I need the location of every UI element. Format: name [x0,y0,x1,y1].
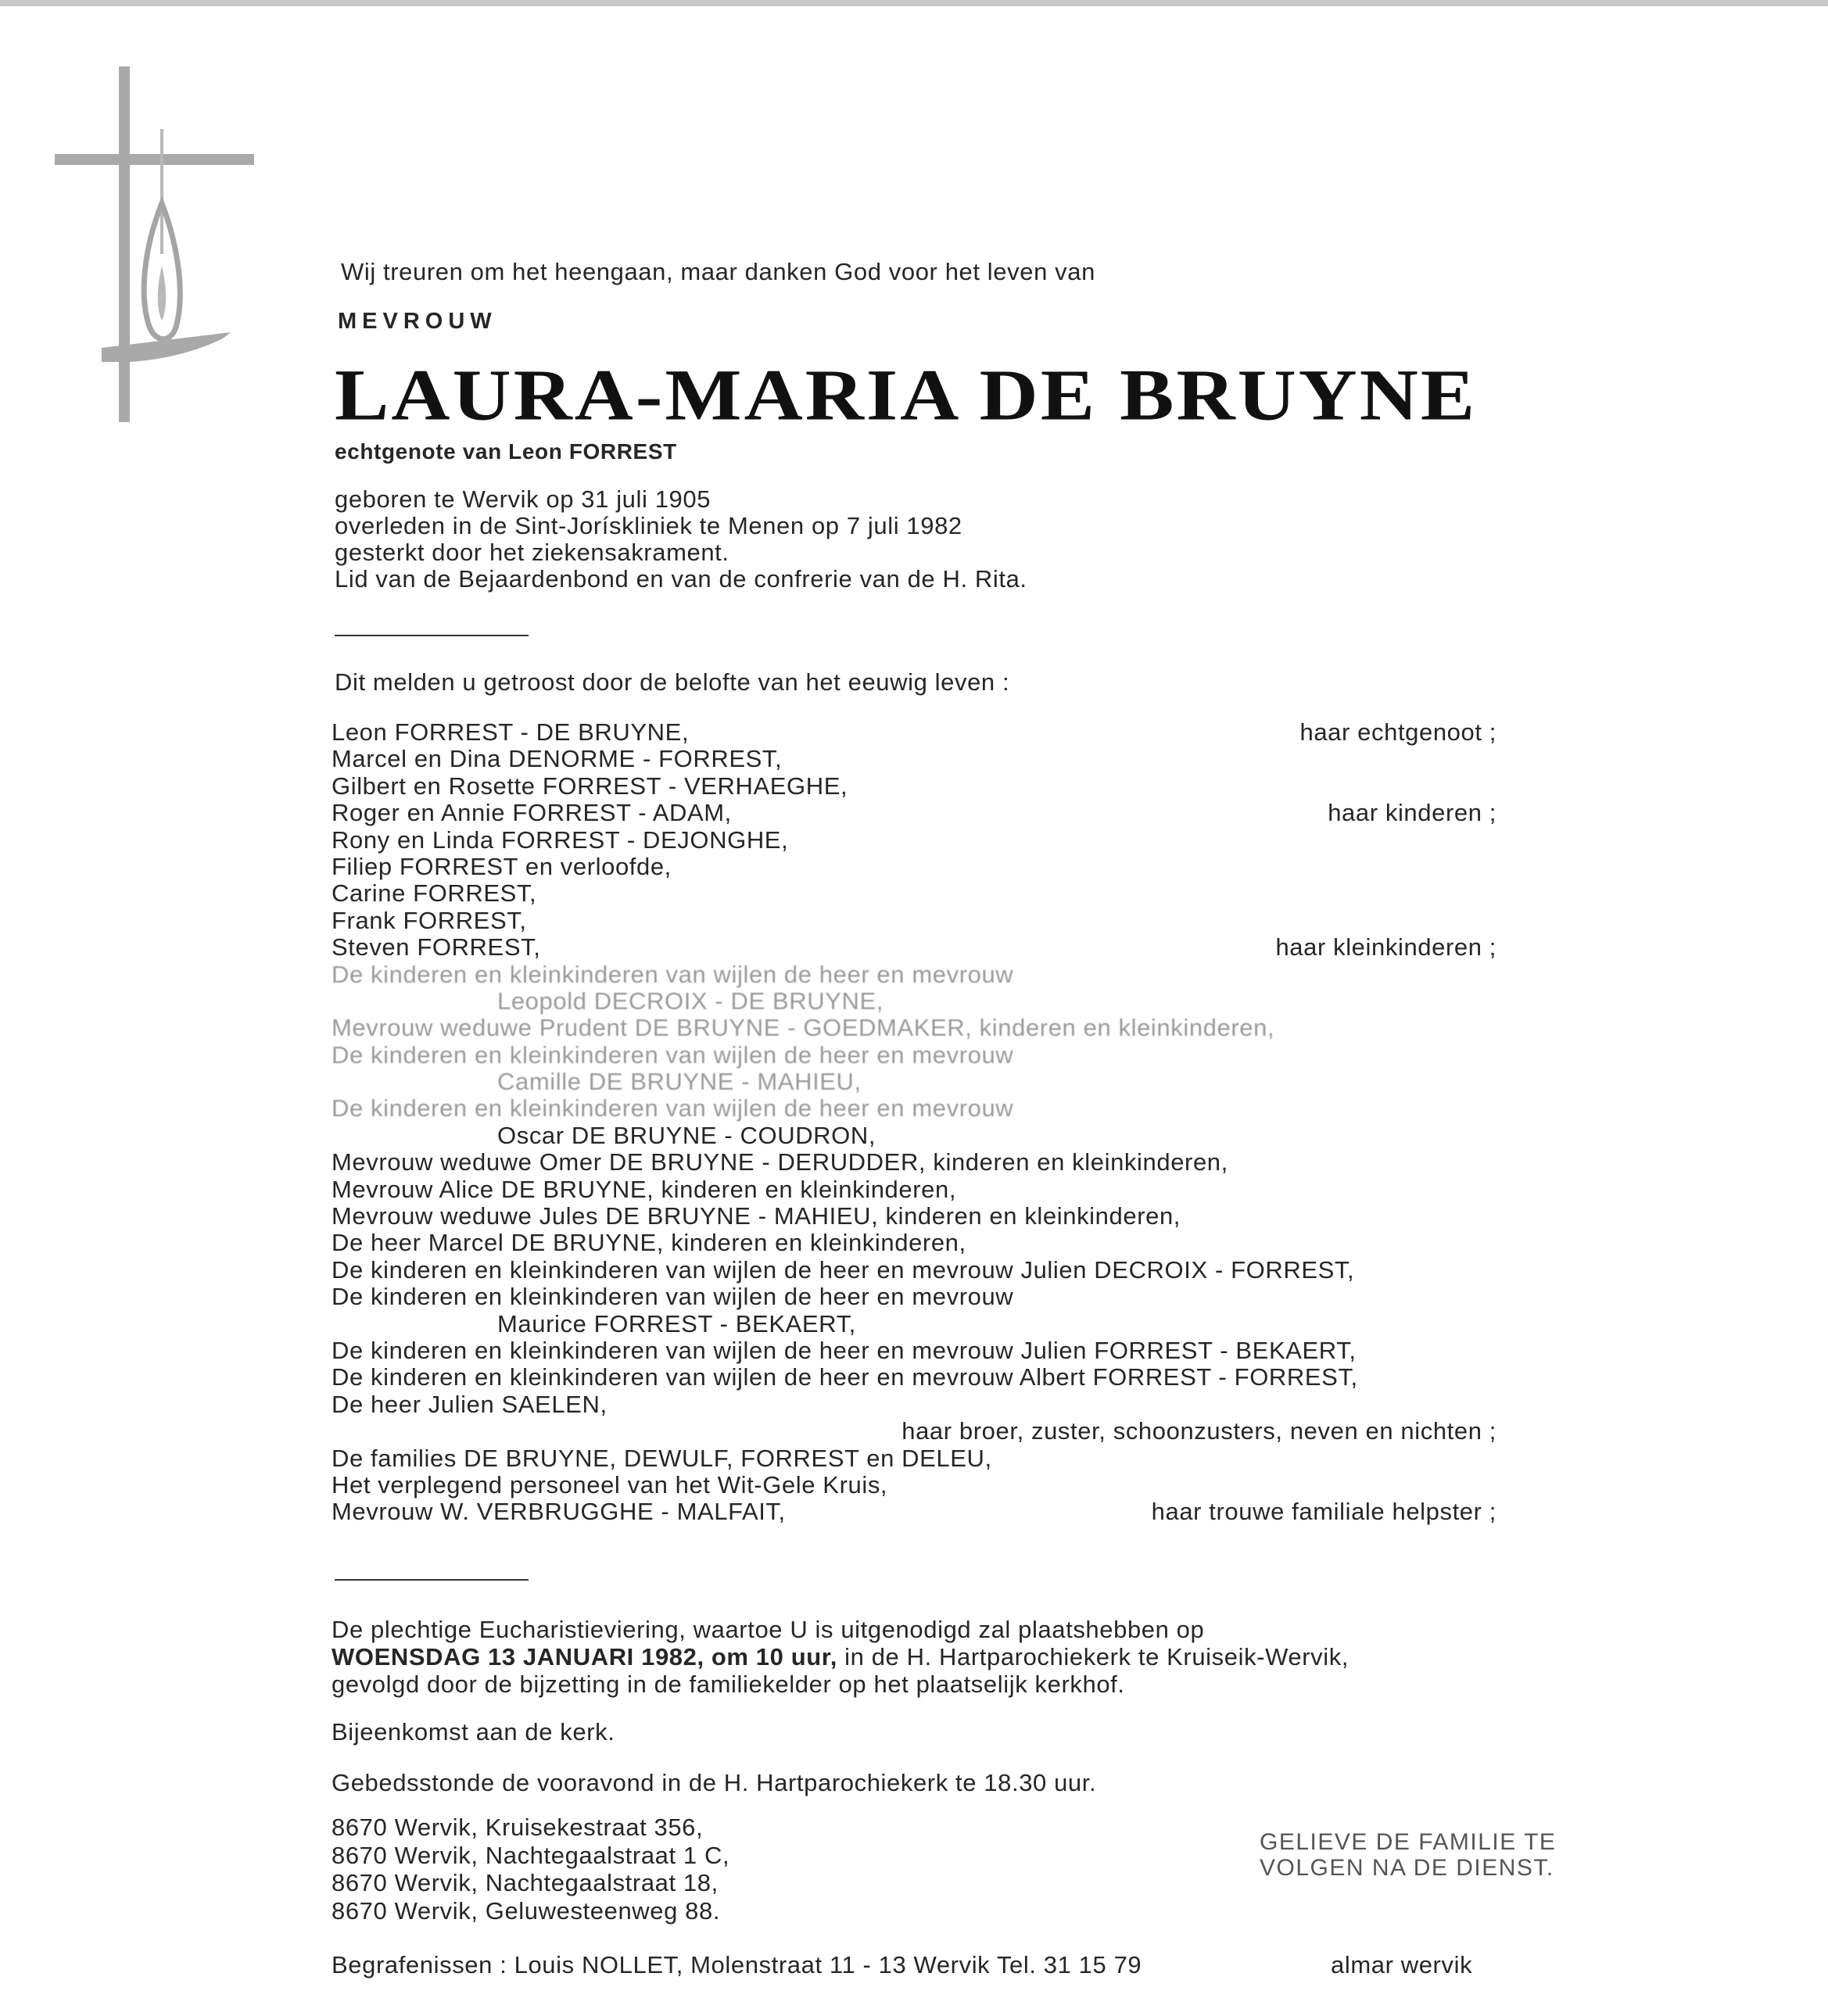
mourner-row [332,1418,1496,1445]
mourner-name: De heer Marcel DE BRUYNE, kinderen en kleinkinderen, [332,1229,966,1257]
mourner-name: De kinderen en kleinkinderen van wijlen de heer en mevrouw [332,960,1014,988]
mourner-name: Leopold DECROIX - DE BRUYNE, [497,987,884,1015]
mourner-row [332,1257,1496,1284]
birth-line: geboren te Wervik op 31 juli 1905 [335,485,711,513]
mourner-row [332,1445,1496,1472]
death-line: overleden in de Sint-Jorískliniek te Menen op 7 juli 1982 [335,512,962,539]
mourner-name: Marcel en Dina DENORME - FORREST, [332,745,783,773]
request-line: GELIEVE DE FAMILIE TE [1260,1829,1557,1855]
announcement: Dit melden u getroost door de belofte van het eeuwig leven : [335,668,1010,696]
mourner-name: De kinderen en kleinkinderen van wijlen de heer en mevrouw [332,1283,1014,1311]
mourner-name: Steven FORREST, [332,933,541,961]
intro-line: Wij treuren om het heengaan, maar danken God voor het leven van [341,258,1095,285]
mourner-relation: haar kinderen ; [1328,799,1496,827]
address-line: 8670 Wervik, Nachtegaalstraat 1 C, [332,1841,730,1869]
mourner-name: Mevrouw Alice DE BRUYNE, kinderen en kleinkinderen, [332,1175,957,1203]
mourner-row [332,1042,1496,1069]
mourner-name: Rony en Linda FORREST - DEJONGHE, [332,825,789,854]
mourner-row [332,1311,1496,1337]
mourner-name: De kinderen en kleinkinderen van wijlen de heer en mevrouw [332,1040,1014,1069]
address-line: 8670 Wervik, Geluwesteenweg 88. [332,1896,721,1925]
follow-request [1260,1829,1556,1881]
deceased-name: LAURA-MARIA DE BRUYNE [335,354,1478,436]
mourner-row [332,746,1496,772]
mourner-row [332,1015,1496,1041]
service-location: in de H. Hartparochiekerk te Kruiseik-Wervik, [837,1643,1349,1670]
service-date: WOENSDAG 13 JANUARI 1982, om 10 uur, [332,1643,837,1670]
mourner-name: Gilbert en Rosette FORREST - VERHAEGHE, [332,772,848,800]
vigil-note: Gebedsstonde de vooravond in de H. Hartparochiekerk te 18.30 uur. [332,1769,1097,1796]
address-line: 8670 Wervik, Kruisekestraat 356, [332,1814,704,1841]
mourner-row [332,908,1496,934]
mourner-row [332,1391,1496,1418]
mourner-row [332,773,1496,800]
mourner-name: Frank FORREST, [332,906,527,934]
sacrament-line: gesterkt door het ziekensakrament. [335,539,729,566]
mourner-row [332,988,1496,1015]
mourner-name: Roger en Annie FORREST - ADAM, [332,799,732,827]
mourner-name: Filiep FORREST en verloofde, [332,852,672,880]
mourner-row [332,1364,1496,1391]
mourner-relation: haar broer, zuster, schoonzusters, neven en nichten ; [901,1417,1496,1445]
mourner-row [332,1176,1496,1203]
undertaker-line: Begrafenissen : Louis NOLLET, Molenstraat 11 - 13 Wervik Tel. 31 15 79 [332,1951,1142,1978]
mourners-list [332,719,1496,1526]
addresses [332,1814,729,1925]
mourner-row [332,961,1496,988]
mourner-name: Carine FORREST, [332,879,537,908]
mourner-row [332,719,1496,746]
mourner-name: De heer Julien SAELEN, [332,1390,608,1418]
address-line: 8670 Wervik, Nachtegaalstraat 18, [332,1869,719,1896]
mourner-name: Mevrouw weduwe Jules DE BRUYNE - MAHIEU, kinderen en kleinkinderen, [332,1202,1181,1230]
divider [335,635,529,636]
mourner-row [332,800,1496,826]
mourner-name: Oscar DE BRUYNE - COUDRON, [497,1121,876,1149]
mourner-row [332,934,1496,961]
bio-block [335,486,1027,593]
membership-line: Lid van de Bejaardenbond en van de confrerie van de H. Rita. [335,565,1027,593]
mourner-relation: haar echtgenoot ; [1299,718,1496,746]
mourner-row [332,1472,1496,1499]
mourner-row [332,1203,1496,1230]
service-date-line [332,1643,1349,1670]
spouse-line: echtgenote van Leon FORREST [335,439,677,464]
mourner-name: De kinderen en kleinkinderen van wijlen de heer en mevrouw [332,1094,1014,1123]
mourner-row [332,1149,1496,1176]
mourner-relation: haar trouwe familiale helpster ; [1151,1498,1496,1526]
mourner-name: Het verplegend personeel van het Wit-Gele Kruis, [332,1470,888,1499]
mourner-row [332,1230,1496,1256]
mourner-name: Mevrouw W. VERBRUGGHE - MALFAIT, [332,1498,786,1526]
mourner-relation: haar kleinkinderen ; [1275,933,1496,961]
mourner-row [332,880,1496,907]
mourner-name: Mevrouw weduwe Omer DE BRUYNE - DERUDDER, kinderen en kleinkinderen, [332,1148,1228,1176]
mourner-row [332,1123,1496,1149]
mourner-row [332,1095,1496,1122]
printer-line: almar wervik [1331,1951,1473,1978]
mourner-row [332,1069,1496,1095]
mourner-name: Camille DE BRUYNE - MAHIEU, [497,1068,862,1096]
mourner-name: De kinderen en kleinkinderen van wijlen de heer en mevrouw Albert FORREST - FORREST, [332,1363,1358,1391]
mourner-name: Leon FORREST - DE BRUYNE, [332,718,690,746]
mourner-name: De kinderen en kleinkinderen van wijlen de heer en mevrouw Julien FORREST - BEKAERT, [332,1336,1357,1364]
burial-line: gevolgd door de bijzetting in de familiekelder op het plaatselijk kerkhof. [332,1670,1125,1698]
divider [335,1579,529,1581]
service-line: De plechtige Eucharistieviering, waartoe U is uitgenodigd zal plaatshebben op [332,1616,1205,1643]
mourner-name: Maurice FORREST - BEKAERT, [497,1309,856,1337]
mourner-row [332,827,1496,854]
mourner-row [332,1284,1496,1310]
cross-candle-icon [55,66,258,426]
mourner-name: Mevrouw weduwe Prudent DE BRUYNE - GOEDMAKER, kinderen en kleinkinderen, [332,1014,1275,1042]
scan-edge [0,0,1828,6]
service-info [332,1616,1349,1698]
request-line: VOLGEN NA DE DIENST. [1260,1855,1554,1881]
mourner-name: De families DE BRUYNE, DEWULF, FORREST en DELEU, [332,1444,992,1472]
mourner-row [332,854,1496,880]
honorific: MEVROUW [338,309,497,334]
mourner-row [332,1499,1496,1525]
meeting-note: Bijeenkomst aan de kerk. [332,1718,615,1746]
mourner-row [332,1337,1496,1364]
mourner-name: De kinderen en kleinkinderen van wijlen de heer en mevrouw Julien DECROIX - FORREST, [332,1255,1355,1284]
